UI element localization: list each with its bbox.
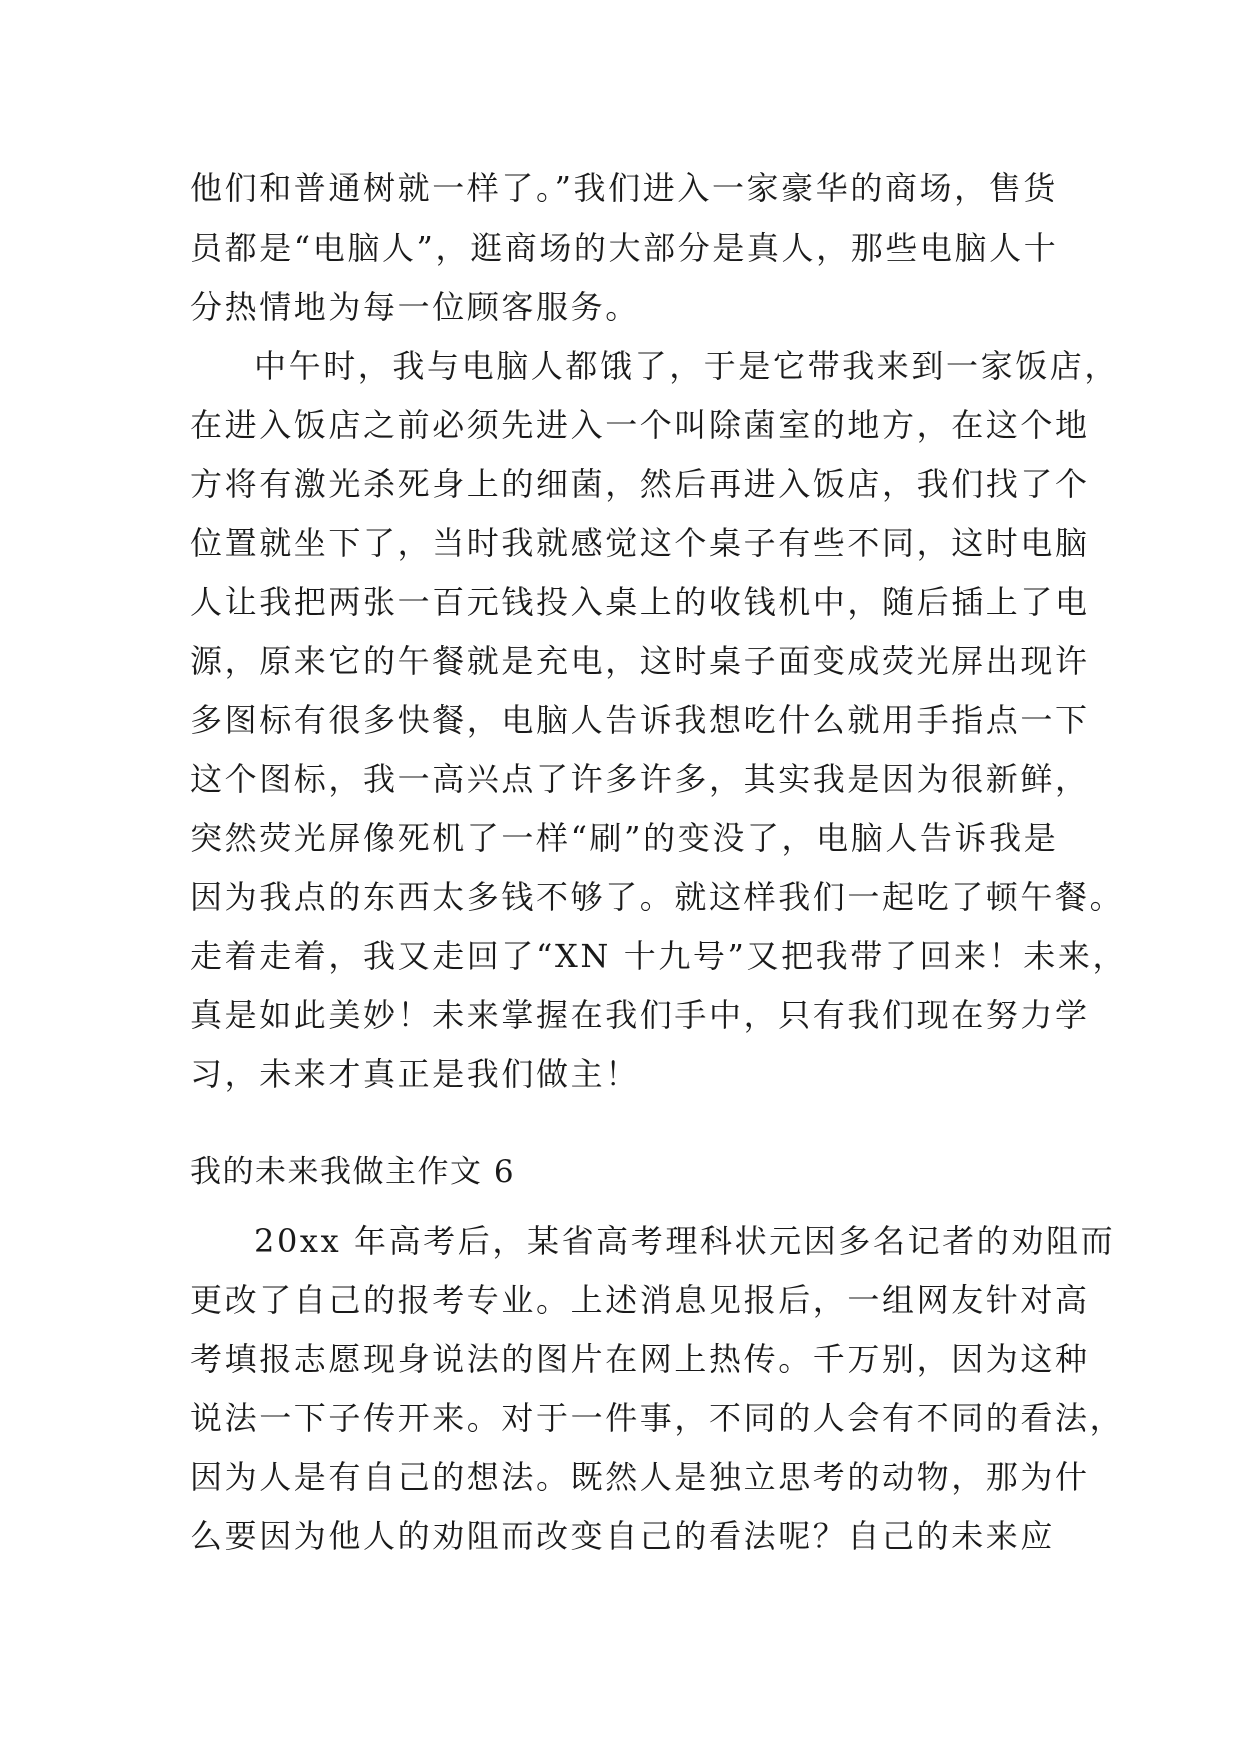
paragraph-line: 因为人是有自己的想法。既然人是独立思考的动物，那为什 (190, 1458, 1090, 1496)
paragraph-line: 位置就坐下了，当时我就感觉这个桌子有些不同，这时电脑 (190, 524, 1090, 562)
paragraph-line: 因为我点的东西太多钱不够了。就这样我们一起吃了顿午餐。 (190, 878, 1125, 916)
paragraph-line: 员都是“电脑人”，逛商场的大部分是真人，那些电脑人十 (190, 229, 1059, 267)
paragraph-line: 他们和普通树就一样了。”我们进入一家豪华的商场，售货 (190, 169, 1058, 207)
paragraph-line: 说法一下子传开来。对于一件事，不同的人会有不同的看法， (190, 1399, 1125, 1437)
paragraph-line: 20xx 年高考后，某省高考理科状元因多名记者的劝阻而 (254, 1222, 1116, 1260)
paragraph-line: 中午时，我与电脑人都饿了，于是它带我来到一家饭店， (254, 347, 1120, 385)
paragraph-line: 人让我把两张一百元钱投入桌上的收钱机中，随后插上了电 (190, 583, 1090, 621)
paragraph-line: 走着走着，我又走回了“XN 十九号”又把我带了回来！未来， (190, 937, 1128, 975)
paragraph-line: 分热情地为每一位顾客服务。 (190, 288, 640, 326)
paragraph-line: 多图标有很多快餐，电脑人告诉我想吃什么就用手指点一下 (190, 701, 1090, 739)
section-heading: 我的未来我做主作文 6 (190, 1154, 516, 1190)
paragraph-line: 考填报志愿现身说法的图片在网上热传。千万别，因为这种 (190, 1340, 1090, 1378)
paragraph-line: 这个图标，我一高兴点了许多许多，其实我是因为很新鲜， (190, 760, 1090, 798)
paragraph-line: 在进入饭店之前必须先进入一个叫除菌室的地方，在这个地 (190, 406, 1090, 444)
paragraph-line: 真是如此美妙！未来掌握在我们手中，只有我们现在努力学 (190, 996, 1090, 1034)
paragraph-line: 更改了自己的报考专业。上述消息见报后，一组网友针对高 (190, 1281, 1090, 1319)
paragraph-line: 方将有激光杀死身上的细菌，然后再进入饭店，我们找了个 (190, 465, 1090, 503)
paragraph-line: 源，原来它的午餐就是充电，这时桌子面变成荧光屏出现许 (190, 642, 1090, 680)
paragraph-line: 么要因为他人的劝阻而改变自己的看法呢？自己的未来应 (190, 1517, 1056, 1555)
paragraph-line: 突然荧光屏像死机了一样“刷”的变没了，电脑人告诉我是 (190, 819, 1059, 857)
paragraph-line: 习，未来才真正是我们做主！ (190, 1055, 640, 1093)
